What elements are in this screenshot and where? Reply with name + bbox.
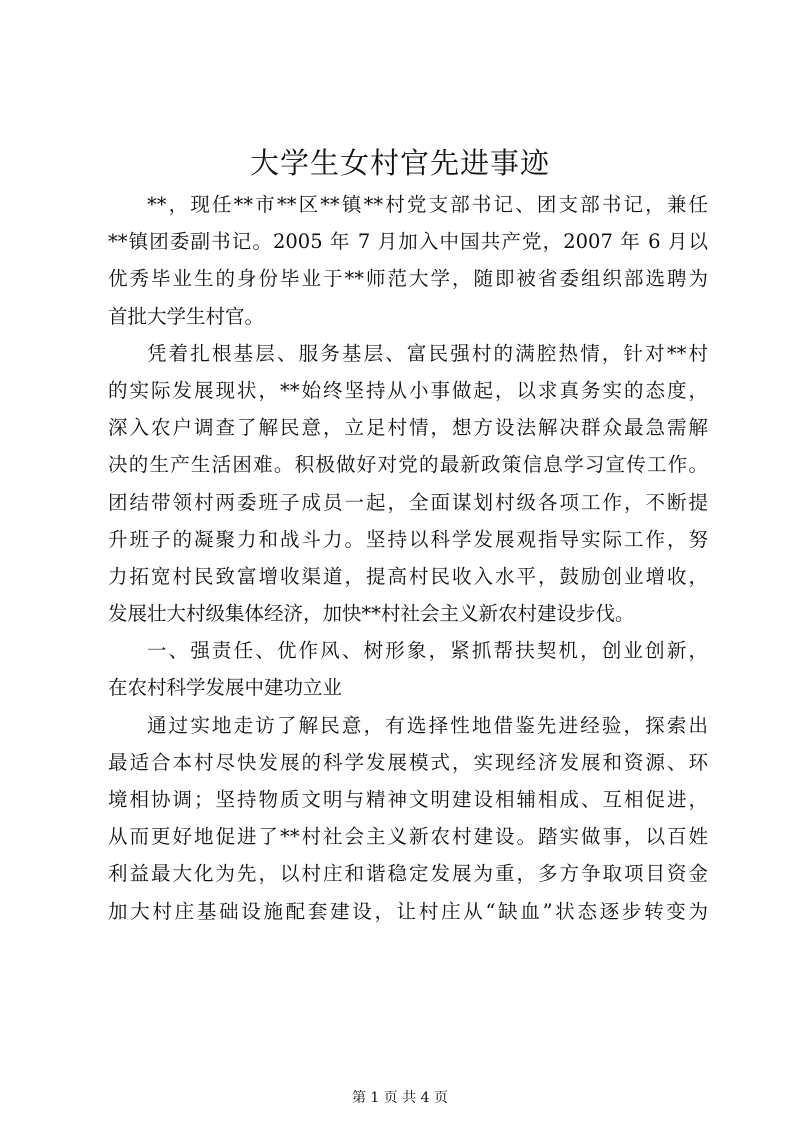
document-body [108,186,708,930]
paragraph-line: 通过实地走访了解民意，有选择性地借鉴先进经验，探索出 [147,713,708,737]
section-heading-line: 在农村科学发展中建功立业 [108,676,343,700]
paragraph-line: 深入农户调查了解民意，立足村情，想方设法解决群众最急需解 [108,416,708,440]
paragraph-line: 最适合本村尽快发展的科学发展模式，实现经济发展和资源、环 [108,750,708,774]
paragraph-line: 力拓宽村民致富增收渠道，提高村民收入水平，鼓励创业增收， [108,564,708,588]
paragraph-line: 从而更好地促进了**村社会主义新农村建设。踏实做事，以百姓 [108,825,708,849]
paragraph-line: **，现任**市**区**镇**村党支部书记、团支部书记，兼任 [147,193,708,216]
paragraph-line: 团结带领村两委班子成员一起，全面谋划村级各项工作，不断提 [108,490,708,514]
paragraph-line: 首批大学生村官。 [108,304,265,328]
document-title: 大学生女村官先进事迹 [249,146,550,180]
paragraph-line: 的实际发展现状，**始终坚持从小事做起，以求真务实的态度， [108,378,708,402]
paragraph-line: 决的生产生活困难。积极做好对党的最新政策信息学习宣传工作。 [108,453,708,477]
paragraph-line: 境相协调；坚持物质文明与精神文明建设相辅相成、互相促进， [108,788,708,811]
paragraph-line: 发展壮大村级集体经济，加快**村社会主义新农村建设步伐。 [108,602,635,626]
paragraph-line: 升班子的凝聚力和战斗力。坚持以科学发展观指导实际工作，努 [108,527,708,551]
section-heading-line: 一、强责任、优作风、树形象，紧抓帮扶契机，创业创新， [147,639,708,663]
paragraph-line: 优秀毕业生的身份毕业于**师范大学，随即被省委组织部选聘为 [108,267,708,291]
page-number-footer: 第 1 页 共 4 页 [351,1090,449,1106]
paragraph-line: 凭着扎根基层、服务基层、富民强村的满腔热情，针对**村 [147,341,708,365]
paragraph-line: 加大村庄基础设施配套建设，让村庄从“缺血”状态逐步转变为 [108,899,708,923]
paragraph-line: 利益最大化为先，以村庄和谐稳定发展为重，多方争取项目资金 [108,862,708,886]
paragraph-line: **镇团委副书记。2005 年 7 月加入中国共产党，2007 年 6 月以 [108,230,708,254]
